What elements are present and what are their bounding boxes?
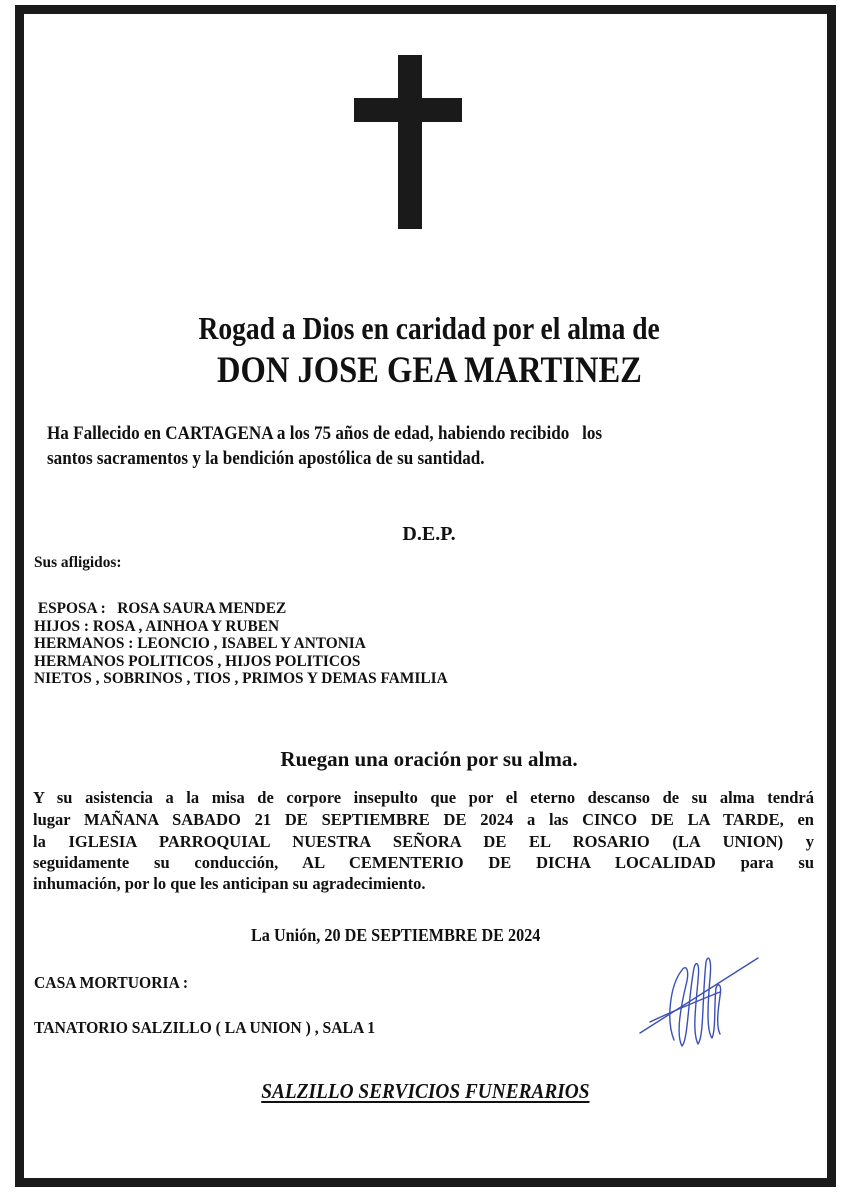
cross-icon <box>398 55 422 229</box>
funeral-home-label: CASA MORTUORIA : <box>34 973 189 992</box>
family-line: ESPOSA : ROSA SAURA MENDEZ <box>34 600 287 617</box>
dep <box>0 508 850 544</box>
signature-image <box>630 940 770 1055</box>
prayer-request-text: Ruegan una oración por su alma. <box>280 747 578 771</box>
service-line: la IGLESIA PARROQUIAL NUESTRA SEÑORA DE EL ROSARIO (LA UNION) y <box>33 832 814 851</box>
family-line: HERMANOS : LEONCIO , ISABEL Y ANTONIA <box>34 635 366 652</box>
family-line: HIJOS : ROSA , AINHOA Y RUBEN <box>34 618 280 635</box>
family-line: NIETOS , SOBRINOS , TIOS , PRIMOS Y DEMAS FAMILIA <box>34 670 448 687</box>
deceased-name <box>0 336 850 389</box>
service-line: seguidamente su conducción, AL CEMENTERIO DE DICHA LOCALIDAD para su <box>33 853 814 872</box>
mourners-label: Sus afligidos: <box>34 554 122 571</box>
service-line: Y su asistencia a la misa de corpore insepulto que por el eterno descanso de su alma tendrá <box>33 788 814 807</box>
company-name <box>0 1081 850 1102</box>
heading-text: Rogad a Dios en caridad por el alma de <box>198 310 660 346</box>
funeral-home: TANATORIO SALZILLO ( LA UNION ) , SALA 1 <box>34 1018 376 1037</box>
deceased-name-text: DON JOSE GEA MARTINEZ <box>216 350 642 391</box>
cross-icon-crossbar <box>354 98 462 122</box>
signature-stroke <box>650 992 720 1022</box>
company-name-text: SALZILLO SERVICIOS FUNERARIOS <box>260 1079 590 1103</box>
prayer-request <box>0 733 850 770</box>
place-date: La Unión, 20 DE SEPTIEMBRE DE 2024 <box>251 925 541 945</box>
intro-line-1: Ha Fallecido en CARTAGENA a los 75 años de edad, habiendo recibido los <box>47 423 603 444</box>
dep-text: D.E.P. <box>402 523 456 545</box>
intro-line-2: santos sacramentos y la bendición apostólica de su santidad. <box>47 448 485 469</box>
service-line: lugar MAÑANA SABADO 21 DE SEPTIEMBRE DE 2024 a las CINCO DE LA TARDE, en <box>33 810 814 829</box>
service-line: inhumación, por lo que les anticipan su agradecimiento. <box>33 874 426 893</box>
family-line: HERMANOS POLITICOS , HIJOS POLITICOS <box>34 653 361 670</box>
